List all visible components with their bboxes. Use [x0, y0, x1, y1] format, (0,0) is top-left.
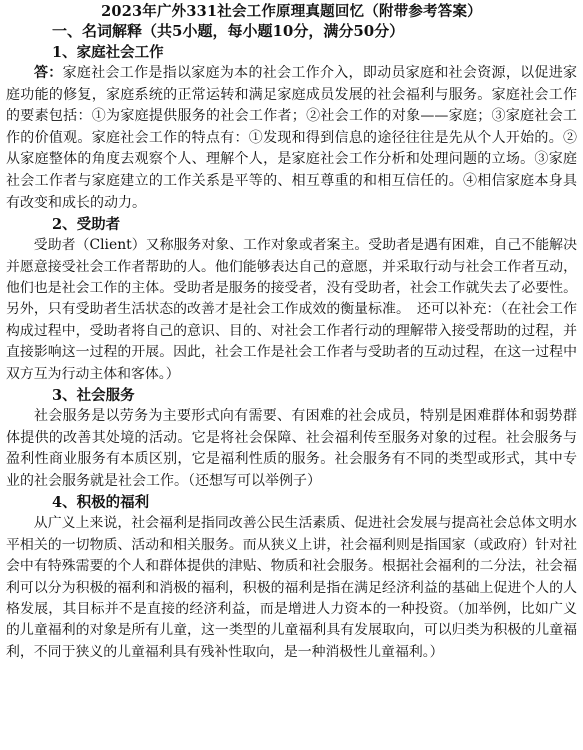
- term-heading-4: [52, 492, 577, 513]
- answer-text: 社会服务是以劳务为主要形式向有需要、有困难的社会成员，特别是困难群体和弱势群体提供的改善其处境的活动。它是将社会保障、社会福利传至服务对象的过程。社会服务与盈利性商业服务有本质区别，它是福利性质的服务。社会服务有不同的类型或形式，其中专业的社会服务就是社会工作。（还想写可以举例子）: [6, 408, 577, 489]
- answer-text: 受助者（Client）又称服务对象、工作对象或者案主。受助者是遇有困难，自己不能解决并愿意接受社会工作者帮助的人。他们能够表达自己的意愿，并采取行动与社会工作者互动，他们也是社会工作的主体。受助者是服务的接受者，没有受助者，社会工作就失去了必要性。另外，只有受助者生活状态的改善才是社会工作成效的衡量标准。 还可以补充：（在社会工作构成过程中，受助者将自己的意识、目的、对社会工作者行动的理解带入接受帮助的过程，并直接影响这一过程的开展。因此，社会工作是社会工作者与受助者的互动过程，在这一过程中双方互为行动主体和客体。）: [6, 237, 577, 382]
- term-title: 社会服务: [76, 387, 135, 404]
- term-number: 1 、: [52, 44, 77, 61]
- term-heading-2: [52, 214, 577, 235]
- term-number: 4 、: [52, 494, 77, 511]
- term-title: 家庭社会工作: [76, 44, 164, 61]
- answer-label: 答：: [34, 65, 63, 81]
- term-title: 积极的福利: [76, 494, 150, 512]
- term-title: 受助者: [76, 216, 121, 234]
- answer-text: 家庭社会工作是指以家庭为本的社会工作介入，即动员家庭和社会资源，以促进家庭功能的修复，家庭系统的正常运转和满足家庭成员发展的社会福利与服务。家庭社会工作的要素包括：①为家庭提供服务的社会工作者；②社会工作的对象——家庭；③家庭社会工作的价值观。家庭社会工作的特点有：①发现和得到信息的途径往往是先从个人开始的。②从家庭整体的角度去观察个人、理解个人，是家庭社会工作分析和处理问题的立场。③家庭社会工作者与家庭建立的工作关系是平等的、相互尊重的和相互信任的。④相信家庭本身具有改变和成长的动力。: [6, 65, 578, 211]
- term-heading-1: [52, 42, 577, 63]
- section-heading: 一、名词解释（共5小题，每小题10分，满分50分）: [52, 22, 405, 40]
- term-answer-3: [6, 406, 577, 492]
- term-answer-1: [6, 63, 577, 214]
- term-answer-2: [6, 235, 577, 385]
- term-answer-4: [6, 513, 577, 663]
- term-number: 3 、: [52, 387, 77, 404]
- document-title: 2023年广外331社会工作原理真题回忆（附带参考答案）: [101, 3, 482, 20]
- term-heading-3: [52, 385, 577, 406]
- term-number: 2 、: [52, 216, 77, 233]
- answer-text: 从广义上来说，社会福利是指同改善公民生活素质、促进社会发展与提高社会总体文明水平相关的一切物质、活动和相关服务。而从狭义上讲，社会福利则是指国家（或政府）针对社会中有特殊需要的个人和群体提供的津贴、物质和社会服务。根据社会福利的二分法，社会福利可以分为积极的福利和消极的福利，积极的福利是指在满足经济利益的基础上促进个人的人格发展，其目标并不是直接的经济利益，而是增进人力资本的一种投资。（加举例，比如广义的儿童福利的对象是所有儿童，这一类型的儿童福利具有发展取向，可以归类为积极的儿童福利，不同于狭义的儿童福利具有残补性取向，是一种消极性儿童福利。）: [6, 515, 577, 660]
